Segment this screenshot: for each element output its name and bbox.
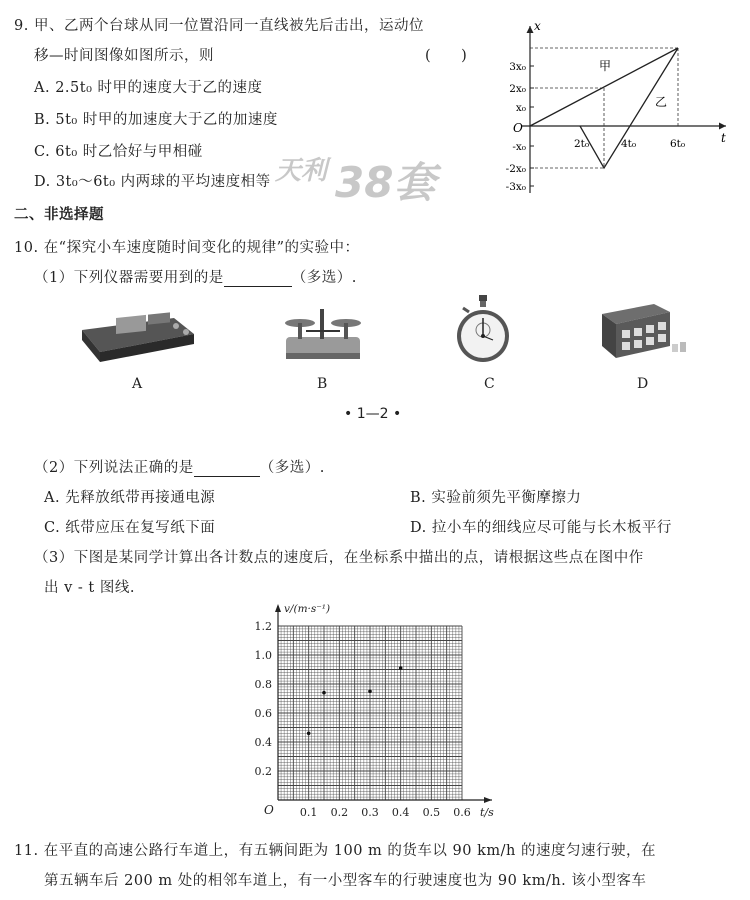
page-number: • 1—2 • (344, 406, 402, 422)
graph-label-jia: 甲 (599, 59, 612, 73)
vt-x-axis-arrow (484, 797, 492, 803)
q10-option-a: A. 先释放纸带再接通电源 (44, 490, 216, 506)
vt-data-point (322, 691, 326, 695)
graph-label-yi: 乙 (655, 95, 668, 109)
q9-line2: 移—时间图像如图所示，则 (34, 48, 214, 64)
vt-y-tick-label: 1.2 (254, 620, 272, 633)
instrument-label-d: D (637, 376, 649, 392)
q9-answer-bracket: ( ) (425, 48, 468, 64)
q10-part1-suffix: （多选）. (291, 270, 357, 286)
q10-part3-line2: 出 v - t 图线. (44, 580, 135, 596)
q9-option-b: B. 5t₀ 时甲的加速度大于乙的加速度 (34, 112, 278, 128)
q9-xt-graph (500, 18, 740, 198)
vt-chart-grid (278, 626, 462, 800)
graph-origin: O (513, 121, 523, 135)
q10-part1-blank[interactable] (224, 270, 292, 287)
watermark-text-1: 天利 (275, 156, 328, 186)
watermark-text-2: 38套 (335, 158, 436, 207)
instrument-label-a: A (132, 376, 143, 392)
q9-line1: 9. 甲、乙两个台球从同一位置沿同一直线被先后击出，运动位 (14, 18, 424, 34)
graph-y-tick-x0: x₀ (515, 102, 526, 114)
vt-y-tick-label: 1.0 (254, 649, 272, 662)
q10-part1-text: （1）下列仪器需要用到的是 (34, 270, 224, 286)
vt-chart-axes (275, 604, 492, 803)
q10-part2 (34, 456, 325, 477)
q10-option-c: C. 纸带应压在复写纸下面 (44, 520, 216, 536)
vt-origin-label: O (264, 803, 274, 817)
graph-y-tick-neg-x0: -x₀ (512, 141, 526, 153)
vt-x-tick-label: 0.2 (330, 806, 349, 819)
vt-data-point (307, 732, 311, 736)
graph-y-axis-label: x (534, 19, 541, 33)
graph-y-tick-3x0: 3x₀ (509, 61, 526, 73)
vt-data-point (368, 689, 372, 693)
vt-x-tick-label: 0.3 (361, 806, 379, 819)
graph-y-tick-neg-2x0: -2x₀ (505, 163, 526, 175)
graph-x-tick-6t0: 6t₀ (670, 138, 686, 150)
graph-x-tick-2t0: 2t₀ (574, 138, 590, 150)
q11-line2: 第五辆车后 200 m 处的相邻车道上，有一小型客车的行驶速度也为 90 km/h. 该小型客车 (44, 873, 647, 889)
vt-y-axis-arrow (275, 604, 281, 612)
q10-line1: 10. 在“探究小车速度随时间变化的规律”的实验中： (14, 240, 360, 256)
graph-y-tick-2x0: 2x₀ (509, 83, 526, 95)
q10-part1 (34, 266, 357, 287)
instrument-label-c: C (484, 376, 495, 392)
vt-x-tick-label: 0.4 (391, 806, 410, 819)
graph-x-axis-label: t (721, 131, 726, 145)
instrument-b-balance (278, 305, 368, 363)
q9-option-c: C. 6t₀ 时乙恰好与甲相碰 (34, 144, 203, 160)
section-title: 二、非选择题 (14, 207, 104, 223)
vt-x-tick-label: 0.5 (422, 806, 441, 819)
vt-y-tick-label: 0.8 (254, 678, 272, 691)
q9-option-a: A. 2.5t₀ 时甲的速度大于乙的速度 (34, 80, 263, 96)
q10-part3-line1: （3）下图是某同学计算出各计数点的速度后，在坐标系中描出的点，请根据这些点在图中作 (34, 550, 644, 566)
instrument-c-stopwatch (455, 294, 511, 366)
instrument-d-weight-set (600, 300, 690, 362)
q10-part2-blank[interactable] (194, 460, 260, 477)
q11-line1: 11. 在平直的高速公路行车道上，有五辆间距为 100 m 的货车以 90 km/h 的速度匀速行驶，在 (14, 843, 656, 859)
q10-part2-text: （2）下列说法正确的是 (34, 460, 194, 476)
graph-x-tick-4t0: 4t₀ (621, 138, 637, 150)
vt-y-tick-label: 0.6 (254, 707, 272, 720)
vt-y-tick-label: 0.2 (254, 765, 272, 778)
q10-part2-suffix: （多选）. (259, 460, 325, 476)
q10-option-d: D. 拉小车的细线应尽可能与长木板平行 (410, 520, 672, 536)
vt-y-axis-label: v/(m·s⁻¹) (284, 603, 331, 615)
vt-x-tick-label: 0.1 (299, 806, 318, 819)
vt-data-point (399, 666, 403, 670)
instrument-a-timer (78, 308, 198, 366)
q10-option-b: B. 实验前须先平衡摩擦力 (410, 490, 582, 506)
vt-x-tick-label: 0.6 (453, 806, 471, 819)
vt-chart (248, 600, 508, 825)
instrument-label-b: B (317, 376, 328, 392)
vt-x-axis-label: t/s (480, 806, 494, 819)
graph-y-tick-neg-3x0: -3x₀ (505, 181, 526, 193)
q9-option-d: D. 3t₀～6t₀ 内两球的平均速度相等 (34, 174, 271, 190)
vt-y-tick-label: 0.4 (254, 736, 272, 749)
